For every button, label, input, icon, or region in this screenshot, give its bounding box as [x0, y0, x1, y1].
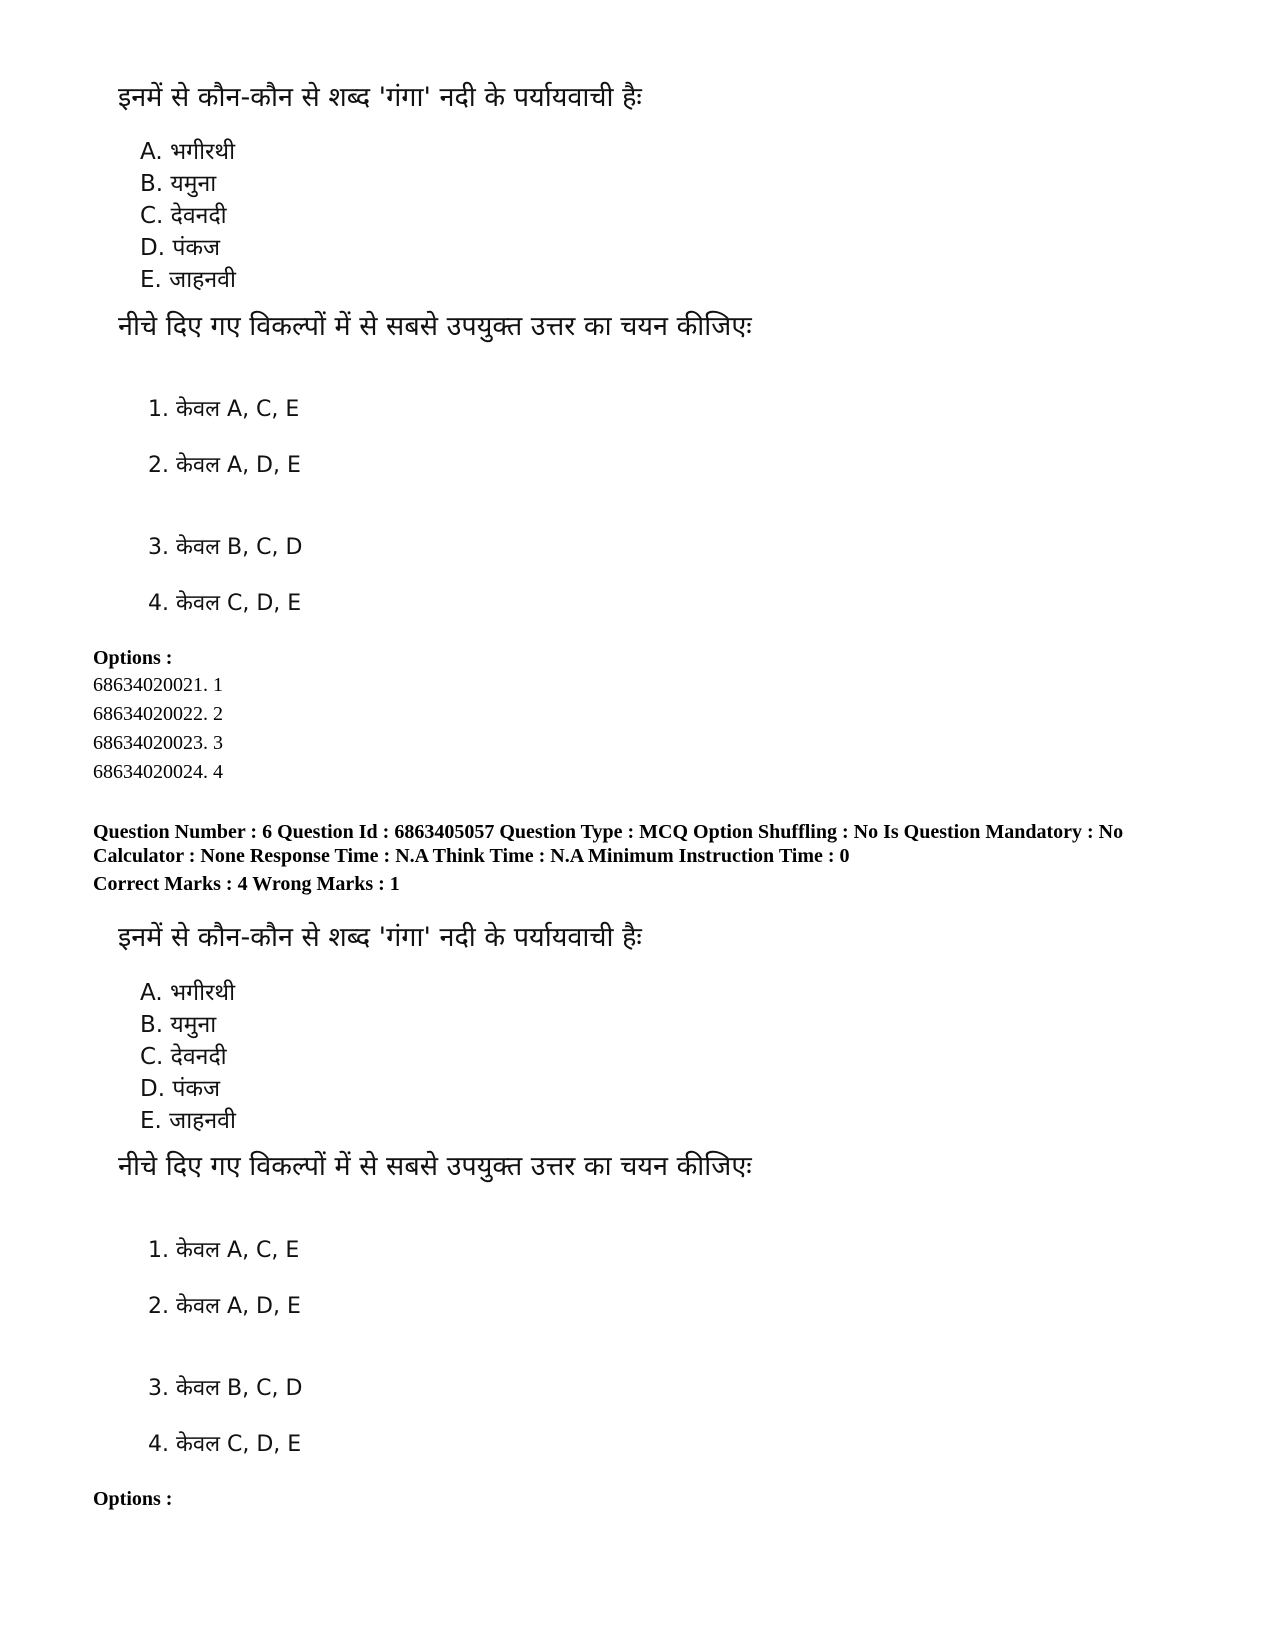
statement-item: B. यमुना [140, 1012, 217, 1038]
statement-item: E. जाहनवी [140, 1108, 236, 1134]
statement-list [140, 977, 236, 1137]
statement-item: D. पंकज [140, 1076, 221, 1102]
instruction-text: नीचे दिए गए विकल्पों में से सबसे उपयुक्त उत्तर का चयन कीजिएः [118, 311, 752, 342]
question-text: इनमें से कौन-कौन से शब्द 'गंगा' नदी के पर्यायवाची हैः [118, 922, 642, 953]
statement-item: A. भगीरथी [140, 980, 236, 1006]
statement-item: E. जाहनवी [140, 267, 236, 293]
choice-1: 1. केवल A, C, E [148, 1238, 300, 1263]
options-label: Options : [93, 647, 173, 669]
instruction-text: नीचे दिए गए विकल्पों में से सबसे उपयुक्त उत्तर का चयन कीजिएः [118, 1151, 752, 1182]
statement-item: C. देवनदी [140, 1044, 227, 1070]
choice-1: 1. केवल A, C, E [148, 397, 300, 422]
option-item: 68634020021. 1 [93, 674, 223, 696]
option-item: 68634020024. 4 [93, 761, 223, 783]
statement-list [140, 136, 236, 296]
marks-line: Correct Marks : 4 Wrong Marks : 1 [93, 873, 400, 895]
statement-item: B. यमुना [140, 171, 217, 197]
choice-3: 3. केवल B, C, D [148, 1376, 303, 1401]
choice-3: 3. केवल B, C, D [148, 535, 303, 560]
statement-item: C. देवनदी [140, 203, 227, 229]
statement-item: D. पंकज [140, 235, 221, 261]
options-label: Options : [93, 1488, 173, 1510]
statement-item: A. भगीरथी [140, 139, 236, 165]
question-meta-line-2: Calculator : None Response Time : N.A Think Time : N.A Minimum Instruction Time : 0 [93, 845, 850, 867]
choice-2: 2. केवल A, D, E [148, 1294, 301, 1319]
option-item: 68634020022. 2 [93, 703, 223, 725]
question-meta-line-1: Question Number : 6 Question Id : 6863405057 Question Type : MCQ Option Shuffling : No Is Question Mandatory : No [93, 821, 1124, 843]
choice-4: 4. केवल C, D, E [148, 591, 302, 616]
choice-2: 2. केवल A, D, E [148, 453, 301, 478]
choice-4: 4. केवल C, D, E [148, 1432, 302, 1457]
options-list [93, 671, 223, 787]
question-text: इनमें से कौन-कौन से शब्द 'गंगा' नदी के पर्यायवाची हैः [118, 82, 642, 113]
option-item: 68634020023. 3 [93, 732, 223, 754]
